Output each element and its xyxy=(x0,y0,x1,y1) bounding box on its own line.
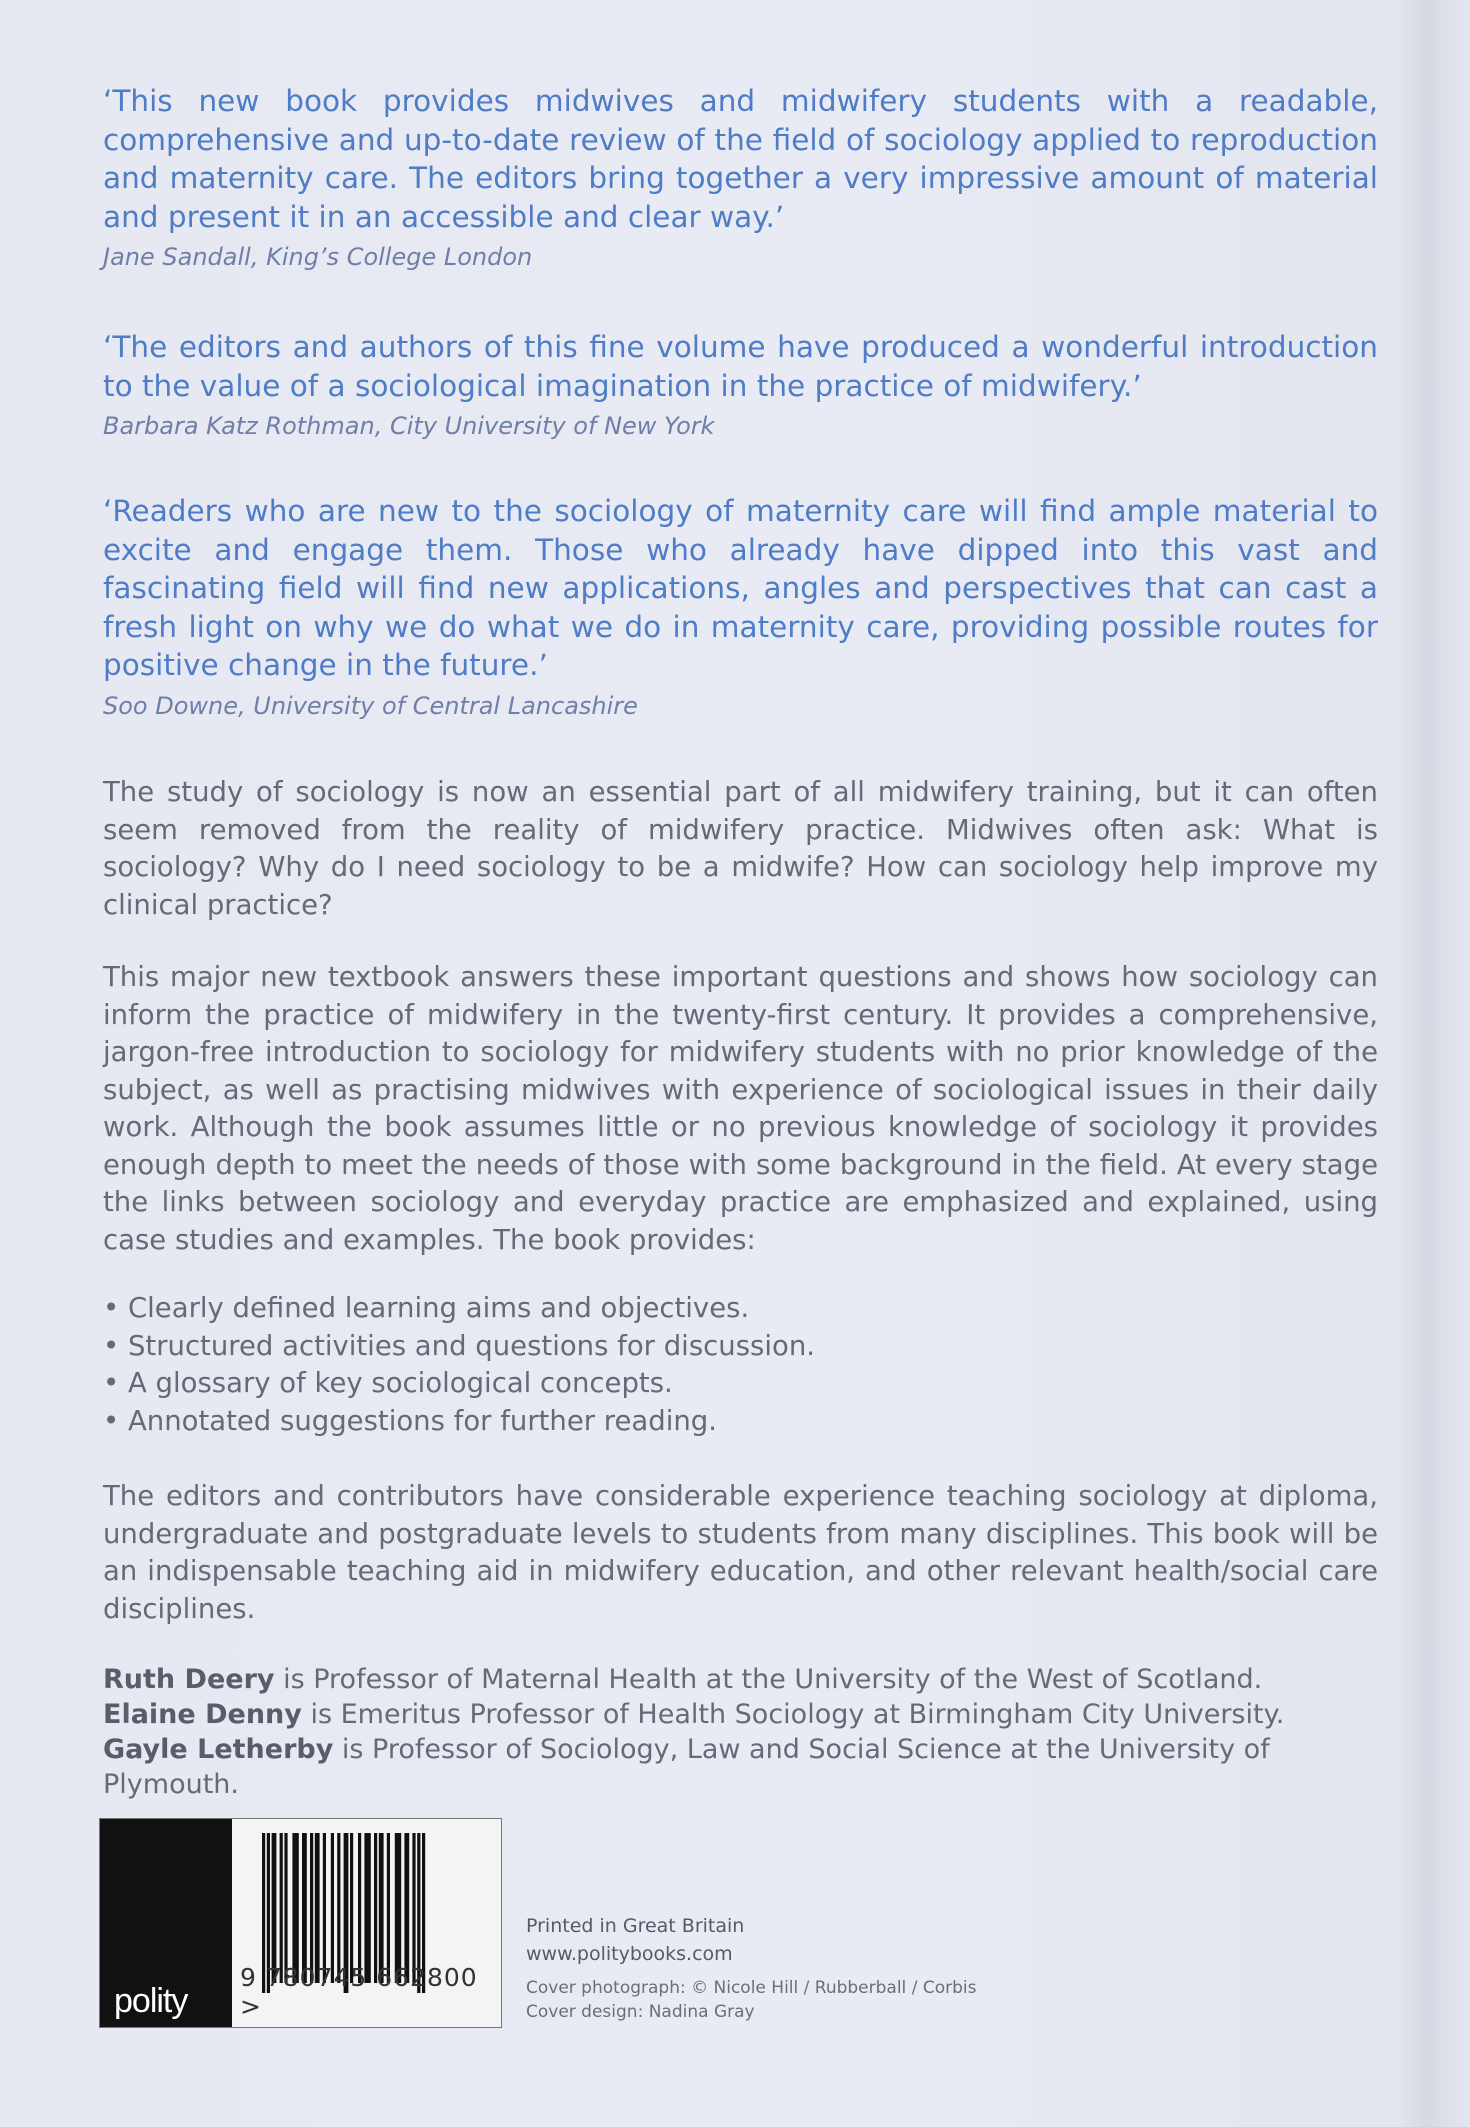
quote-1 xyxy=(103,82,1378,274)
barcode-panel xyxy=(99,1818,502,2028)
quote-text: ‘The editors and authors of this fine volume have produced a wonderful introduction to the value of a sociological imagination in the practice of midwifery.’ xyxy=(103,330,1378,403)
description-3 xyxy=(103,1478,1378,1628)
author-bio xyxy=(103,1732,1378,1802)
imprint-info xyxy=(526,1912,976,2024)
description-1 xyxy=(103,774,1378,924)
quote-attribution: Barbara Katz Rothman, City University of New York xyxy=(103,412,715,440)
author-text: is Professor of Sociology, Law and Social Science at the University of Plymouth. xyxy=(103,1734,1270,1800)
author-name: Ruth Deery xyxy=(103,1664,275,1695)
bullet-item: • A glossary of key sociological concepts. xyxy=(103,1365,1378,1403)
author-bio xyxy=(103,1662,1378,1697)
paragraph: This major new textbook answers these important questions and shows how sociology can inform the practice of midwifery in the twenty-first century. It provides a comprehensive, jargon-free introduction to sociology for midwifery students with no prior knowledge of the subject, as well as practising midwives with experience of sociological issues in their daily work. Although the book assumes little or no previous knowledge of sociology it provides enough depth to meet the needs of those with some background in the field. At every stage the links between sociology and everyday practice are emphasized and explained, using case studies and examples. The book provides: xyxy=(103,961,1378,1256)
isbn-number: 9 780745 662800 > xyxy=(240,1963,478,2021)
website: www.politybooks.com xyxy=(526,1943,733,1965)
author-bio xyxy=(103,1697,1378,1732)
quote-attribution: Soo Downe, University of Central Lancashire xyxy=(103,691,638,720)
paragraph: The study of sociology is now an essential part of all midwifery training, but it can often seem removed from the reality of midwifery practice. Midwives often ask: What is sociology? Why do I need sociology to be a midwife? How can sociology help improve my clinical practice? xyxy=(103,776,1378,921)
feature-list xyxy=(103,1290,1378,1440)
bullet-item: • Clearly defined learning aims and objectives. xyxy=(103,1290,1378,1328)
quote-text: ‘This new book provides midwives and midwifery students with a readable, comprehensive and up-to-date review of the field of sociology applied to reproduction and maternity care. The editors bring together a very impressive amount of material and present it in an accessible and clear way.’ xyxy=(103,84,1378,234)
description-2 xyxy=(103,959,1378,1259)
author-name: Gayle Letherby xyxy=(103,1734,334,1765)
quote-2 xyxy=(103,328,1378,443)
logo-text: polity xyxy=(114,1982,188,2020)
quote-attribution: Jane Sandall, King’s College London xyxy=(103,243,533,271)
author-text: is Emeritus Professor of Health Sociology at Birmingham City University. xyxy=(301,1699,1285,1730)
publisher-logo xyxy=(100,1819,232,2027)
design-credit: Cover design: Nadina Gray xyxy=(526,2002,755,2022)
quote-3 xyxy=(103,492,1378,723)
bullet-item: • Annotated suggestions for further reading. xyxy=(103,1403,1378,1441)
author-name: Elaine Denny xyxy=(103,1699,302,1730)
photo-credit: Cover photograph: © Nicole Hill / Rubberball / Corbis xyxy=(526,1978,977,1998)
author-text: is Professor of Maternal Health at the University of the West of Scotland. xyxy=(274,1664,1263,1695)
bullet-item: • Structured activities and questions for discussion. xyxy=(103,1328,1378,1366)
printed-in: Printed in Great Britain xyxy=(526,1915,745,1937)
author-bios xyxy=(103,1662,1378,1802)
paragraph: The editors and contributors have considerable experience teaching sociology at diploma, undergraduate and postgraduate levels to students from many disciplines. This book will be an indispensable teaching aid in midwifery education, and other relevant health/social care disciplines. xyxy=(103,1480,1378,1625)
quote-text: ‘Readers who are new to the sociology of maternity care will find ample material to excite and engage them. Those who already have dipped into this vast and fascinating field will find new applications, angles and perspectives that can cast a fresh light on why we do what we do in maternity care, providing possible routes for positive change in the future.’ xyxy=(103,494,1378,682)
